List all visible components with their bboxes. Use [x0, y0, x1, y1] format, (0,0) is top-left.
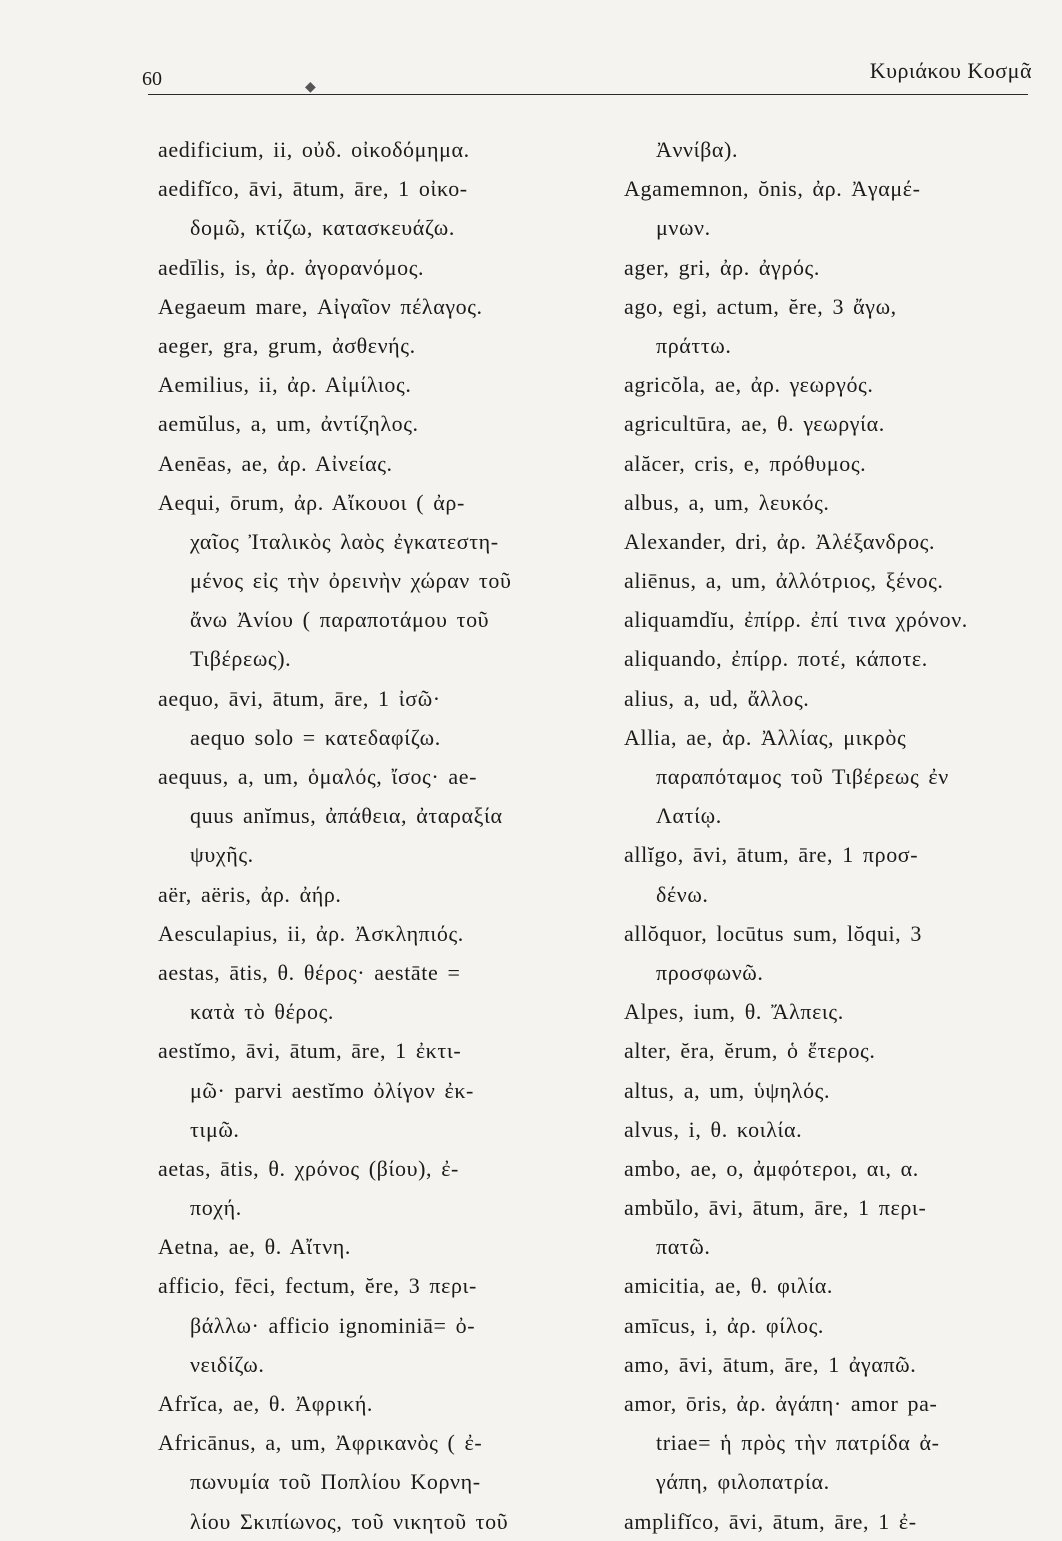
dictionary-line: Alpes, ium, θ. Ἄλπεις. [624, 999, 844, 1025]
dictionary-line: ἄνω Ἀνίου ( παραποτάμου τοῦ [190, 607, 490, 633]
dictionary-line: μῶ· parvi aestĭmo ὀλίγον ἐκ- [190, 1077, 474, 1103]
right-column [624, 130, 1044, 1541]
ornament-mark: ◆ [305, 80, 316, 95]
dictionary-line: aedifĭco, āvi, ātum, āre, 1 οἰκο- [158, 176, 468, 202]
dictionary-line: ambŭlo, āvi, ātum, āre, 1 περι- [624, 1195, 927, 1221]
dictionary-line: albus, a, um, λευκός. [624, 489, 830, 515]
dictionary-line: Africānus, a, um, Ἀφρικανὸς ( ἐ- [158, 1430, 483, 1456]
dictionary-line: ψυχῆς. [190, 842, 254, 868]
dictionary-line: aër, aëris, ἀρ. ἀήρ. [158, 881, 342, 907]
left-column [158, 130, 588, 1541]
dictionary-line: χαῖος Ἰταλικὸς λαὸς ἐγκατεστη- [190, 528, 499, 554]
dictionary-line: μένος εἰς τὴν ὀρεινὴν χώραν τοῦ [190, 568, 512, 594]
dictionary-line: Aetna, ae, θ. Αἴτνη. [158, 1234, 351, 1260]
dictionary-line: amicitia, ae, θ. φιλία. [624, 1273, 833, 1299]
dictionary-line: alvus, i, θ. κοιλία. [624, 1116, 803, 1142]
dictionary-line: δομῶ, κτίζω, κατασκευάζω. [190, 215, 455, 241]
dictionary-line: aliquamdĭu, ἐπίρρ. ἐπί τινα χρόνον. [624, 607, 968, 633]
dictionary-line: Aequi, ōrum, ἀρ. Αἴκουοι ( ἀρ- [158, 489, 465, 515]
dictionary-line: Aegaeum mare, Αἰγαῖον πέλαγος. [158, 293, 483, 319]
dictionary-line: amor, ōris, ἀρ. ἀγάπη· amor pa- [624, 1391, 938, 1416]
dictionary-line: triae= ἡ πρὸς τὴν πατρίδα ἀ- [656, 1430, 940, 1456]
dictionary-line: aequo, āvi, ātum, āre, 1 ἰσῶ· [158, 685, 441, 711]
dictionary-line: γάπη, φιλοπατρία. [656, 1469, 830, 1495]
page-header [142, 58, 1032, 98]
dictionary-line: aestas, ātis, θ. θέρος· aestāte = [158, 959, 461, 985]
dictionary-line: altus, a, um, ὑψηλός. [624, 1077, 831, 1103]
dictionary-line: aeger, gra, grum, ἀσθενής. [158, 332, 416, 358]
dictionary-line: aedificium, ii, οὐδ. οἰκοδόμημα. [158, 137, 470, 162]
dictionary-line: amo, āvi, ātum, āre, 1 ἀγαπῶ. [624, 1351, 917, 1377]
dictionary-line: amplifĭco, āvi, ātum, āre, 1 ἐ- [624, 1508, 917, 1534]
dictionary-line: alăcer, cris, e, πρόθυμος. [624, 450, 867, 476]
dictionary-line: ager, gri, ἀρ. ἀγρός. [624, 254, 820, 280]
dictionary-line: μνων. [656, 215, 711, 241]
dictionary-line: πατῶ. [656, 1234, 711, 1260]
running-head-author: Κυριάκου Κοσμᾶ [869, 58, 1032, 83]
header-rule [148, 94, 1028, 95]
dictionary-line: Allia, ae, ἀρ. Ἀλλίας, μικρὸς [624, 724, 907, 750]
dictionary-line: ambo, ae, o, ἀμφότεροι, αι, α. [624, 1155, 919, 1181]
dictionary-line: Τιβέρεως). [190, 646, 292, 672]
dictionary-line: Agamemnon, ŏnis, ἀρ. Ἀγαμέ- [624, 176, 921, 202]
dictionary-line: λίου Σκιπίωνος, τοῦ νικητοῦ τοῦ [190, 1508, 509, 1534]
dictionary-line: Alexander, dri, ἀρ. Ἀλέξανδρος. [624, 528, 936, 554]
dictionary-line: Aenēas, ae, ἀρ. Αἰνείας. [158, 450, 393, 476]
dictionary-line: ποχή. [190, 1195, 242, 1221]
dictionary-line: aemŭlus, a, um, ἀντίζηλος. [158, 411, 419, 437]
dictionary-line: aliēnus, a, um, ἀλλότριος, ξένος. [624, 568, 944, 594]
dictionary-line: ago, egi, actum, ĕre, 3 ἄγω, [624, 293, 897, 319]
dictionary-line: πωνυμία τοῦ Ποπλίου Κορνη- [190, 1469, 481, 1495]
dictionary-line: Aesculapius, ii, ἀρ. Ἀσκληπιός. [158, 920, 464, 946]
dictionary-line: βάλλω· afficio ignominiā= ὀ- [190, 1312, 476, 1338]
dictionary-line: κατὰ τὸ θέρος. [190, 999, 334, 1025]
dictionary-line: aliquando, ἐπίρρ. ποτέ, κάποτε. [624, 646, 928, 672]
dictionary-line: Aemilius, ii, ἀρ. Αἰμίλιος. [158, 372, 412, 398]
dictionary-line: τιμῶ. [190, 1116, 240, 1142]
dictionary-line: aestĭmo, āvi, ātum, āre, 1 ἐκτι- [158, 1038, 462, 1064]
dictionary-line: Afrĭca, ae, θ. Ἀφρική. [158, 1391, 374, 1416]
dictionary-line: Ἀννίβα). [656, 137, 739, 162]
dictionary-line: agricŏla, ae, ἀρ. γεωργός. [624, 372, 874, 398]
dictionary-line: agricultūra, ae, θ. γεωργία. [624, 411, 885, 437]
dictionary-line: πράττω. [656, 332, 732, 358]
dictionary-line: δένω. [656, 881, 709, 907]
dictionary-line: allĭgo, āvi, ātum, āre, 1 προσ- [624, 842, 919, 868]
page-number: 60 [142, 68, 162, 90]
dictionary-line: Λατίῳ. [656, 803, 722, 829]
dictionary-line: aedīlis, is, ἀρ. ἀγορανόμος. [158, 254, 425, 280]
dictionary-line: alius, a, ud, ἄλλος. [624, 685, 810, 711]
dictionary-line: alter, ĕra, ĕrum, ὁ ἕτερος. [624, 1038, 876, 1064]
dictionary-line: προσφωνῶ. [656, 959, 764, 985]
dictionary-line: allŏquor, locūtus sum, lŏqui, 3 [624, 920, 922, 946]
dictionary-line: aequus, a, um, ὁμαλός, ἴσος· ae- [158, 764, 478, 789]
dictionary-line: παραπόταμος τοῦ Τιβέρεως ἐν [656, 764, 949, 789]
dictionary-line: νειδίζω. [190, 1351, 265, 1377]
dictionary-line: afficio, fēci, fectum, ĕre, 3 περι- [158, 1273, 477, 1299]
dictionary-line: amīcus, i, ἀρ. φίλος. [624, 1312, 825, 1338]
dictionary-line: quus anĭmus, ἀπάθεια, ἀταραξία [190, 803, 503, 829]
dictionary-line: aequo solo = κατεδαφίζω. [190, 724, 441, 750]
dictionary-line: aetas, ātis, θ. χρόνος (βίου), ἐ- [158, 1155, 459, 1181]
